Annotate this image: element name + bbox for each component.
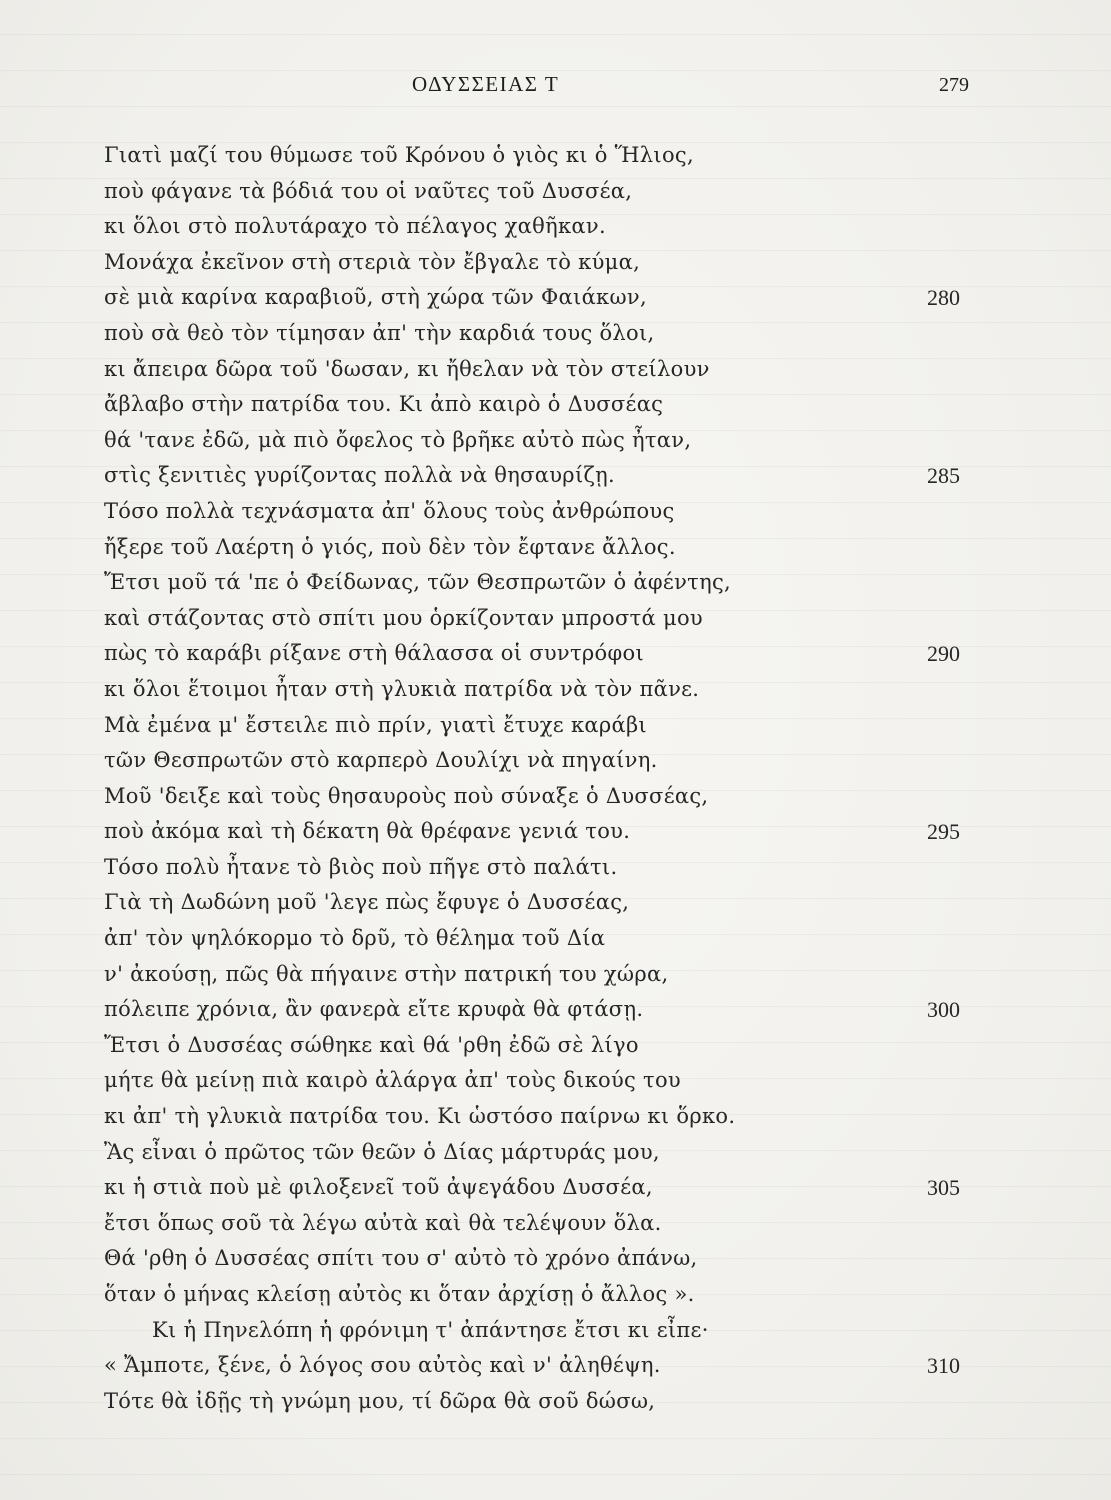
- verse-line: [104, 779, 984, 815]
- verse-line: [104, 352, 984, 388]
- verse-line: [104, 885, 984, 921]
- line-number: 280: [927, 285, 960, 311]
- verse-text: Ἔτσι μοῦ τά 'πε ὁ Φείδωνας, τῶν Θεσπρωτῶν ὁ ἀφέντης,: [104, 570, 731, 595]
- verse-text: ἄβλαβο στὴν πατρίδα του. Κι ἀπὸ καιρὸ ὁ Δυσσέας: [104, 392, 664, 417]
- verse-text: Κι ἡ Πηνελόπη ἡ φρόνιμη τ' ἀπάντησε ἔτσι κι εἶπε·: [152, 1317, 709, 1342]
- verse-text: στὶς ξενιτιὲς γυρίζοντας πολλὰ νὰ θησαυρίζῃ.: [104, 463, 616, 488]
- verse-line: [104, 921, 984, 957]
- verse-text: « Ἄμποτε, ξένε, ὁ λόγος σου αὐτὸς καὶ ν' ἀληθέψη.: [104, 1353, 661, 1378]
- verse-text: ποὺ φάγανε τὰ βόδιά του οἱ ναῦτες τοῦ Δυσσέα,: [104, 178, 633, 203]
- verse-text: Γιὰ τὴ Δωδώνη μοῦ 'λεγε πὼς ἔφυγε ὁ Δυσσέας,: [104, 890, 630, 915]
- verse-text: σὲ μιὰ καρίνα καραβιοῦ, στὴ χώρα τῶν Φαιάκων,: [104, 285, 647, 310]
- verse-line: [104, 992, 984, 1028]
- line-number: 305: [927, 1175, 960, 1201]
- verse-text: ὅταν ὁ μήνας κλείσῃ αὐτὸς κι ὅταν ἀρχίσῃ ὁ ἄλλος ».: [104, 1282, 695, 1306]
- verse-line: [104, 245, 984, 281]
- verse-line: [104, 387, 984, 423]
- verse-line: [104, 565, 984, 601]
- verse-line: [104, 1277, 984, 1313]
- verse-text: Μονάχα ἐκεῖνον στὴ στεριὰ τὸν ἔβγαλε τὸ κύμα,: [104, 249, 641, 274]
- verse-line: [104, 743, 984, 779]
- verse-line: [104, 138, 984, 174]
- verse-list: [104, 138, 984, 1419]
- verse-line: [104, 423, 984, 459]
- verse-text: Θά 'ρθη ὁ Δυσσέας σπίτι του σ' αὐτὸ τὸ χρόνο ἀπάνω,: [104, 1246, 698, 1271]
- verse-line: [104, 1170, 984, 1206]
- verse-line: [104, 850, 984, 886]
- verse-line: [104, 601, 984, 637]
- verse-text: Ἔτσι ὁ Δυσσέας σώθηκε καὶ θά 'ρθη ἐδῶ σὲ λίγο: [104, 1032, 639, 1057]
- verse-text: τῶν Θεσπρωτῶν στὸ καρπερὸ Δουλίχι νὰ πηγαίνη.: [104, 748, 658, 773]
- verse-line: [104, 530, 984, 566]
- verse-text: Ἂς εἶναι ὁ πρῶτος τῶν θεῶν ὁ Δίας μάρτυράς μου,: [104, 1139, 660, 1164]
- verse-line: [104, 1206, 984, 1242]
- verse-text: πόλειπε χρόνια, ἂν φανερὰ εἴτε κρυφὰ θὰ φτάσῃ.: [104, 997, 644, 1022]
- verse-line: [104, 1028, 984, 1064]
- verse-line: [104, 957, 984, 993]
- verse-line: [104, 1241, 984, 1277]
- verse-text: Τόσο πολὺ ἦτανε τὸ βιὸς ποὺ πῆγε στὸ παλάτι.: [104, 854, 618, 879]
- verse-text: ποὺ σὰ θεὸ τὸν τίμησαν ἀπ' τὴν καρδιά τους ὅλοι,: [104, 320, 655, 345]
- page-header: [0, 72, 1111, 102]
- verse-line: [104, 494, 984, 530]
- verse-line: [104, 174, 984, 210]
- page-number: 279: [939, 74, 969, 96]
- verse-text: καὶ στάζοντας στὸ σπίτι μου ὁρκίζονταν μπροστά μου: [104, 605, 703, 630]
- verse-line: [104, 708, 984, 744]
- running-head: ΟΔΥΣΣΕΙΑΣ Τ: [412, 72, 560, 96]
- verse-line: [104, 1135, 984, 1171]
- verse-text: Τότε θὰ ἰδῇς τὴ γνώμη μου, τί δῶρα θὰ σοῦ δώσω,: [104, 1388, 656, 1413]
- line-number: 300: [927, 997, 960, 1023]
- verse-text: Μοῦ 'δειξε καὶ τοὺς θησαυροὺς ποὺ σύναξε ὁ Δυσσέας,: [104, 783, 709, 808]
- verse-text: κι ὅλοι στὸ πολυτάραχο τὸ πέλαγος χαθῆκαν.: [104, 214, 606, 239]
- verse-line: [104, 1099, 984, 1135]
- verse-line: [104, 209, 984, 245]
- verse-text: κι ἀπ' τὴ γλυκιὰ πατρίδα του. Κι ὡστόσο παίρνω κι ὅρκο.: [104, 1104, 736, 1129]
- verse-line: [104, 636, 984, 672]
- verse-text: ἤξερε τοῦ Λαέρτη ὁ γιός, ποὺ δὲν τὸν ἔφτανε ἄλλος.: [104, 534, 676, 559]
- verse-line: [104, 672, 984, 708]
- line-number: 310: [927, 1353, 960, 1379]
- verse-line: [104, 1384, 984, 1420]
- verse-text: κι ἄπειρα δῶρα τοῦ 'δωσαν, κι ἤθελαν νὰ τὸν στείλουν: [104, 356, 710, 381]
- verse-text: ἀπ' τὸν ψηλόκορμο τὸ δρῦ, τὸ θέλημα τοῦ Δία: [104, 926, 606, 951]
- line-number: 285: [927, 463, 960, 489]
- line-number: 295: [927, 819, 960, 845]
- verse-text: πὼς τὸ καράβι ρίξανε στὴ θάλασσα οἱ συντρόφοι: [104, 641, 644, 666]
- verse-line: [104, 458, 984, 494]
- verse-text: θά 'τανε ἐδῶ, μὰ πιὸ ὄφελος τὸ βρῆκε αὐτὸ πὼς ἦταν,: [104, 427, 692, 452]
- verse-text: ποὺ ἀκόμα καὶ τὴ δέκατη θὰ θρέφανε γενιά του.: [104, 819, 631, 844]
- verse-line: [104, 280, 984, 316]
- verse-text: μήτε θὰ μείνῃ πιὰ καιρὸ ἀλάργα ἀπ' τοὺς δικούς του: [104, 1068, 681, 1093]
- verse-line: [104, 316, 984, 352]
- verse-line: [104, 814, 984, 850]
- line-number: 290: [927, 641, 960, 667]
- verse-line: [104, 1313, 984, 1349]
- verse-line: [104, 1348, 984, 1384]
- verse-text: κι ὅλοι ἕτοιμοι ἦταν στὴ γλυκιὰ πατρίδα νὰ τὸν πᾶνε.: [104, 676, 700, 701]
- verse-text: ἔτσι ὅπως σοῦ τὰ λέγω αὐτὰ καὶ θὰ τελέψουν ὅλα.: [104, 1210, 662, 1235]
- verse-text: κι ἡ στιὰ ποὺ μὲ φιλοξενεῖ τοῦ ἀψεγάδου Δυσσέα,: [104, 1175, 653, 1200]
- verse-text: Τόσο πολλὰ τεχνάσματα ἀπ' ὅλους τοὺς ἀνθρώπους: [104, 498, 675, 523]
- verse-text: Γιατὶ μαζί του θύμωσε τοῦ Κρόνου ὁ γιὸς κι ὁ Ἥλιος,: [104, 143, 694, 167]
- verse-text: Μὰ ἐμένα μ' ἔστειλε πιὸ πρίν, γιατὶ ἔτυχε καράβι: [104, 712, 647, 737]
- verse-text: ν' ἀκούσῃ, πῶς θὰ πήγαινε στὴν πατρική του χώρα,: [104, 961, 669, 986]
- verse-line: [104, 1063, 984, 1099]
